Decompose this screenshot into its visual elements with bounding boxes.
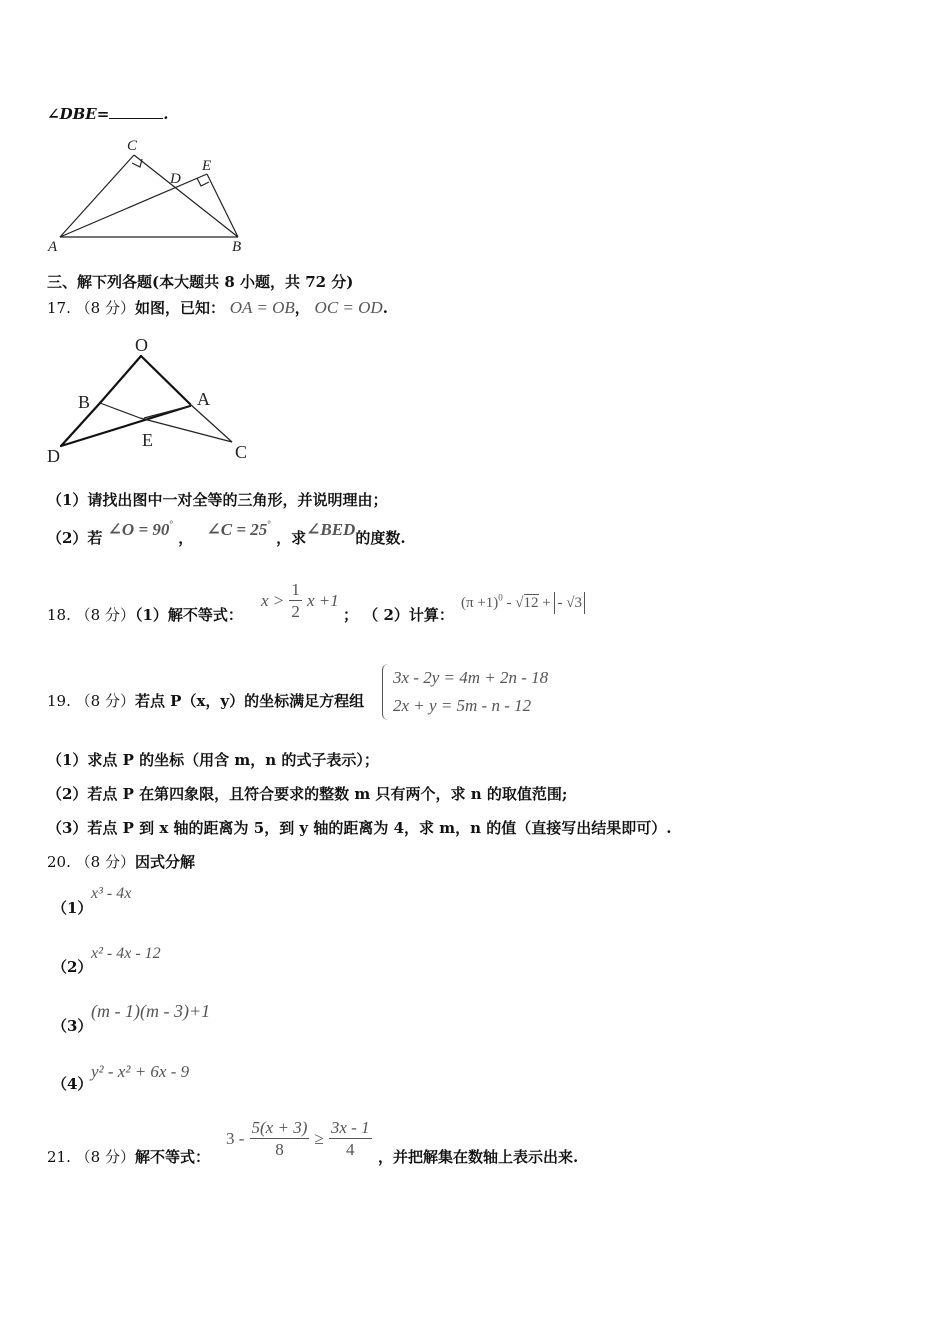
segment-ac [60, 155, 134, 237]
q20-line [47, 851, 195, 872]
q18-ineq-left: x > [261, 591, 285, 610]
segment-eb [207, 174, 238, 237]
q21-pre: 3 - [226, 1129, 245, 1148]
q17-p2-end: 的度数. [355, 529, 406, 547]
label-d2: D [47, 446, 60, 466]
q17-p2-pre: （2）若 [47, 529, 103, 547]
triangle-figure-2 [40, 330, 260, 470]
q19-eq1: 3x - 2y = 4m + 2n - 18 [393, 668, 549, 687]
q19-number: 19. [47, 692, 71, 710]
label-a: A [48, 239, 58, 255]
q17-cond2: OC = OD [314, 298, 383, 317]
q21-frac1-den: 8 [275, 1140, 284, 1159]
q17-angle-bed: ∠BED [306, 520, 356, 539]
label-d: D [170, 171, 181, 187]
section-title: 三、解下列各题(本大题共 8 小题，共 72 分) [47, 273, 354, 291]
q20-item1-label: （1） [52, 899, 93, 917]
q20-item2-expr: x² - 4x - 12 [91, 945, 161, 962]
segment-ob [100, 356, 141, 403]
q18-part2: （ 2）计算： [363, 606, 454, 624]
label-b2: B [78, 392, 91, 412]
q17-score: （8 分） [75, 299, 135, 317]
label-b: B [232, 239, 242, 255]
q18-frac-den: 2 [291, 602, 300, 621]
q17-p2-sep: ， [178, 529, 194, 547]
q17-end: . [382, 299, 388, 317]
q21-rel: ≥ [314, 1129, 324, 1148]
q17-number: 17. [47, 299, 71, 317]
q21-frac2-den: 4 [346, 1140, 355, 1159]
q19-part1: （1）求点 P 的坐标（用含 m，n 的式子表示）； [47, 751, 379, 769]
q18-sep: ； [343, 606, 359, 624]
q20-item3-expr: (m - 1)(m - 3)+1 [91, 1001, 211, 1021]
q19-equation-system [382, 664, 548, 720]
q19-score: （8 分） [75, 692, 135, 710]
q21-score: （8 分） [75, 1148, 135, 1166]
q20-number: 20. [47, 853, 71, 871]
q17-angle-o: ∠O = 90 [107, 520, 170, 539]
q17-part2 [47, 519, 406, 548]
label-e: E [202, 158, 212, 174]
degree-sign-2: ° [267, 519, 271, 529]
q18-calc-exp: 0 [498, 592, 503, 603]
angle-dbe-end: . [163, 105, 169, 123]
segment-be [100, 403, 140, 418]
triangle-figure-1 [40, 132, 260, 260]
sqrt-sign: √ [515, 595, 524, 611]
label-c2: C [235, 442, 248, 462]
q20-item3-label: （3） [52, 1017, 93, 1035]
q21-inequality [226, 1118, 372, 1161]
q20-item1-expr: x³ - 4x [91, 885, 132, 902]
angle-dbe-label: ∠DBE= [47, 105, 110, 123]
q18-ineq-right: x +1 [306, 591, 339, 610]
q17-p2-mid: ，求 [276, 529, 307, 547]
q18-number: 18. [47, 606, 71, 624]
q18-score: （8 分） [75, 606, 135, 624]
q21-lead: 解不等式： [134, 1148, 210, 1166]
q21-line [47, 1146, 210, 1167]
right-angle-mark-e [197, 178, 209, 186]
q18-inequality [261, 580, 339, 623]
q18-fraction [289, 580, 302, 623]
q18-line [47, 604, 243, 625]
q19-lead: 若点 P（x，y）的坐标满足方程组 [134, 692, 365, 710]
q18-calculation [461, 592, 585, 612]
q18-calc-c: + [538, 595, 555, 611]
q17-line [47, 297, 388, 318]
q19-line [47, 690, 364, 711]
answer-blank [109, 104, 163, 119]
segment-cb [134, 155, 238, 237]
q20-item2-label: （2） [52, 958, 93, 976]
label-c: C [127, 138, 138, 154]
q19-part3: （3）若点 P 到 x 轴的距离为 5，到 y 轴的距离为 4，求 m，n 的值（直接写出结果即可）. [47, 819, 672, 837]
label-e2: E [142, 430, 153, 450]
q21-frac1-num: 5(x + 3) [251, 1118, 308, 1137]
q18-calc-b: - [502, 595, 516, 611]
q17-part1: （1）请找出图中一对全等的三角形，并说明理由； [47, 491, 388, 509]
q17-sep: ， [294, 299, 310, 317]
q21-frac2-num: 3x - 1 [330, 1118, 370, 1137]
angle-dbe-line [47, 104, 169, 123]
q20-title: 因式分解 [134, 853, 195, 871]
q21-number: 21. [47, 1148, 71, 1166]
q20-score: （8 分） [75, 853, 135, 871]
q18-part2-label [343, 604, 454, 625]
degree-sign-1: ° [169, 519, 173, 529]
q18-calc-root: 12 [523, 595, 539, 611]
q21-tail: ，并把解集在数轴上表示出来. [378, 1148, 579, 1166]
q19-part2: （2）若点 P 在第四象限，且符合要求的整数 m 只有两个，求 n 的取值范围; [47, 785, 568, 803]
label-o: O [135, 335, 148, 355]
q17-cond1: OA = OB [229, 298, 295, 317]
q17-angle-c: ∠C = 25 [206, 520, 268, 539]
q18-calc-abs: - √3 [554, 592, 584, 614]
q20-item4-expr: y² - x² + 6x - 9 [91, 1062, 190, 1081]
label-a2: A [197, 389, 210, 409]
q18-frac-num: 1 [291, 580, 300, 599]
q18-part1: （1）解不等式： [134, 606, 243, 624]
q21-frac1 [250, 1118, 310, 1161]
q17-lead: 如图，已知： [134, 299, 225, 317]
segment-ea [144, 406, 190, 418]
q21-frac2 [329, 1118, 372, 1161]
q19-eq2: 2x + y = 5m - n - 12 [393, 696, 532, 715]
q20-item4-label: （4） [52, 1075, 93, 1093]
segment-oa [141, 356, 190, 404]
q18-calc-a: (π +1) [461, 595, 499, 611]
segment-ae [60, 174, 207, 237]
